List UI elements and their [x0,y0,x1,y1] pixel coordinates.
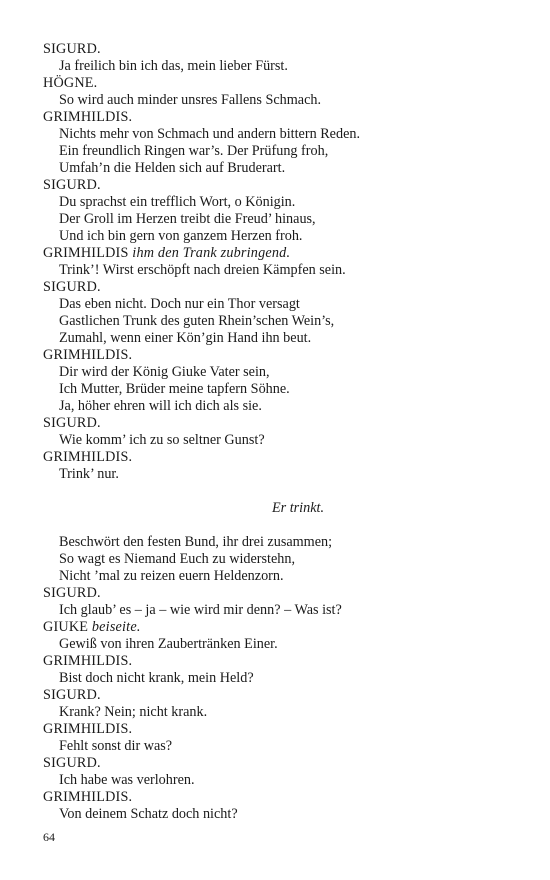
speaker-label: HÖGNE. [43,75,98,91]
verse-line: Gastlichen Trunk des guten Rhein’schen Wein’s, [59,313,335,329]
verse-line: Krank? Nein; nicht krank. [59,704,208,720]
speaker-label: SIGURD. [43,415,101,431]
verse-line: Ich habe was verlohren. [59,772,195,788]
verse-line: Von deinem Schatz doch nicht? [59,806,238,822]
speaker-name [43,653,513,670]
verse-line: Nichts mehr von Schmach und andern bittern Reden. [59,126,361,142]
speaker-name [43,177,513,194]
speaker-label: GRIMHILDIS [43,245,129,261]
speaker-label: GRIMHILDIS. [43,721,133,737]
speaker-label: GRIMHILDIS. [43,109,133,125]
verse-line: Der Groll im Herzen treibt die Freud’ hinaus, [59,211,316,227]
speaker-label: GRIMHILDIS. [43,449,133,465]
verse-line: Ein freundlich Ringen war’s. Der Prüfung froh, [59,143,329,159]
verse-line: Umfah’n die Helden sich auf Bruderart. [59,160,286,176]
verse-line: Ja freilich bin ich das, mein lieber Fürst. [59,58,288,74]
verse-line: Du sprachst ein trefflich Wort, o Königin. [59,194,296,210]
verse-line: Zumahl, wenn einer Kön’gin Hand ihn beut. [59,330,312,346]
verse-line: Trink’ nur. [59,466,119,482]
speaker-direction: beiseite. [91,619,141,635]
speaker-name [43,721,513,738]
verse-line: Dir wird der König Giuke Vater sein, [59,364,270,380]
speaker-name [43,279,513,296]
speaker-label: GRIMHILDIS. [43,347,133,363]
speaker-name [43,347,513,364]
speaker-label: SIGURD. [43,585,101,601]
speaker-label: SIGURD. [43,755,101,771]
speaker-label: GIUKE [43,619,89,635]
speaker-name [43,41,513,58]
verse-line: So wird auch minder unsres Fallens Schmach. [59,92,322,108]
speaker-label: SIGURD. [43,279,101,295]
verse-line: Wie komm’ ich zu so seltner Gunst? [59,432,265,448]
speaker-name [43,789,513,806]
speaker-name [43,449,513,466]
verse-line: Ja, höher ehren will ich dich als sie. [59,398,262,414]
speaker-name [43,245,513,262]
speaker-name [43,619,513,636]
verse-line: Nicht ’mal zu reizen euern Heldenzorn. [59,568,284,584]
verse-line: Gewiß von ihren Zaubertränken Einer. [59,636,278,652]
speaker-name [43,75,513,92]
speaker-label: GRIMHILDIS. [43,789,133,805]
verse-line: Das eben nicht. Doch nur ein Thor versagt [59,296,300,312]
speaker-label: GRIMHILDIS. [43,653,133,669]
stage-direction: Er trinkt. [271,500,325,516]
speaker-name [43,109,513,126]
speaker-name [43,585,513,602]
verse-line: Beschwört den festen Bund, ihr drei zusammen; [59,534,333,550]
verse-line: So wagt es Niemand Euch zu widerstehn, [59,551,296,567]
verse-line: Und ich bin gern von ganzem Herzen froh. [59,228,303,244]
speaker-label: SIGURD. [43,177,101,193]
page-number: 64 [43,830,55,844]
speaker-label: SIGURD. [43,41,101,57]
verse-line: Bist doch nicht krank, mein Held? [59,670,254,686]
speaker-name [43,415,513,432]
play-text [43,41,513,823]
speaker-label: SIGURD. [43,687,101,703]
verse-line: Trink’! Wirst erschöpft nach dreien Kämpfen sein. [59,262,346,278]
verse-line: Ich glaub’ es – ja – wie wird mir denn? – Was ist? [59,602,342,618]
speaker-name [43,687,513,704]
speaker-name [43,755,513,772]
verse-line: Fehlt sonst dir was? [59,738,173,754]
verse-line: Ich Mutter, Brüder meine tapfern Söhne. [59,381,290,397]
speaker-direction: ihm den Trank zubringend. [132,245,291,261]
